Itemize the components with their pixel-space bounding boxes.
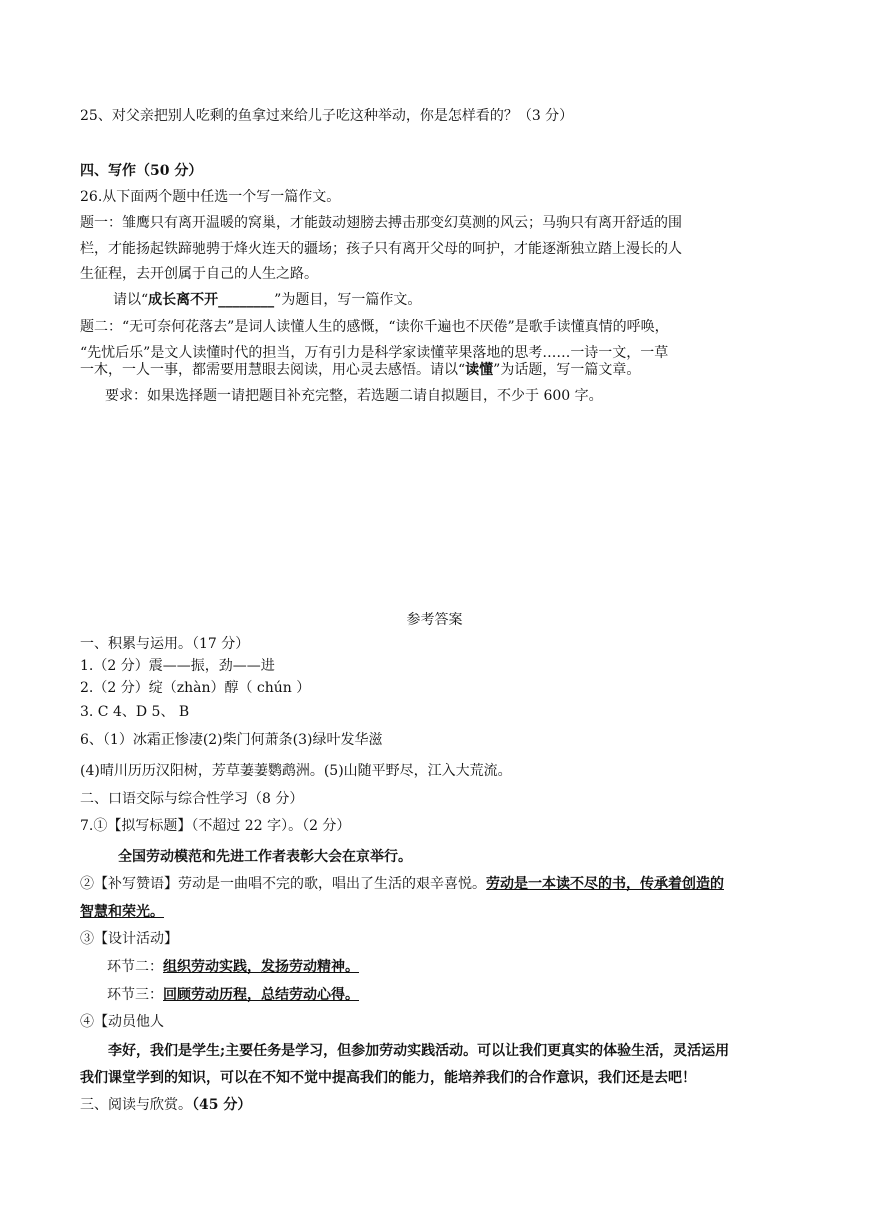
answer-7-2-line-2: 智慧和荣光。 xyxy=(80,904,164,920)
section-2-heading: 二、口语交际与综合性学习（8 分） xyxy=(80,791,304,807)
topic2-topic: 读懂 xyxy=(465,362,494,378)
section-3-heading xyxy=(80,1095,251,1115)
section-1-heading: 一、积累与运用。（17 分） xyxy=(80,636,250,652)
section-3-score: （45 分） xyxy=(192,1097,252,1113)
answer-7-4-line-2: 我们课堂学到的知识，可以在不知不觉中提高我们的能力，能培养我们的合作意识，我们还是去吧！ xyxy=(80,1070,696,1086)
answer-7-2-text-a: 劳动是一本读不尽的书，传承着创造的 xyxy=(486,876,724,892)
answer-7-1: 7.①【拟写标题】（不超过 22 字）。（2 分） xyxy=(80,818,351,834)
answer-1: 1.（2 分）震——振，劲——进 xyxy=(80,658,275,674)
topic2-line-1: 题二：“无可奈何花落去”是词人读懂人生的感慨，“读你千遍也不厌倦”是歌手读懂真情的呼唤， xyxy=(80,319,669,335)
answer-6-line-2: (4)晴川历历汉阳树，芳草萋萋鹦鹉洲。(5)山随平野尽，江入大荒流。 xyxy=(80,763,512,779)
writing-requirement: 要求：如果选择题一请把题目补充完整，若选题二请自拟题目，不少于 600 字。 xyxy=(105,388,603,404)
question-26: 26.从下面两个题中任选一个写一篇作文。 xyxy=(80,189,341,205)
answer-7-4: ④【动员他人 xyxy=(80,1014,164,1030)
topic2-line-3 xyxy=(80,360,640,380)
topic1-prompt-title: 成长离不开________ xyxy=(148,292,275,308)
topic1-line-3: 生征程，去开创属于自己的人生之路。 xyxy=(80,266,318,282)
answer-2: 2.（2 分）绽（zhàn）醇（ chún ） xyxy=(80,680,311,696)
link-2-text: 组织劳动实践，发扬劳动精神。 xyxy=(163,959,359,975)
topic2-line3-pre: 一木，一人一事，都需要用慧眼去阅读，用心灵去感悟。请以“ xyxy=(80,362,466,378)
topic1-line-2: 栏，才能扬起铁蹄驰骋于烽火连天的疆场；孩子只有离开父母的呵护，才能逐渐独立踏上漫长的人 xyxy=(80,241,682,257)
topic2-line3-post: ”为话题，写一篇文章。 xyxy=(493,362,641,378)
answer-6-line-1: 6、（1）冰霜正惨凄(2)柴门何萧条(3)绿叶发华滋 xyxy=(80,732,383,748)
answer-7-3: ③【设计活动】 xyxy=(80,931,178,947)
link-3-text: 回顾劳动历程，总结劳动心得。 xyxy=(163,987,359,1003)
answer-7-1-text: 全国劳动模范和先进工作者表彰大会在京举行。 xyxy=(118,849,412,865)
writing-heading: 四、写作（50 分） xyxy=(80,163,203,179)
section-3-label: 三、阅读与欣赏。 xyxy=(80,1097,192,1113)
link-3-label: 环节三： xyxy=(107,987,163,1003)
topic1-prompt-pre: 请以“ xyxy=(113,292,149,308)
answer-3-5: 3. C 4、D 5、 B xyxy=(80,704,190,720)
answer-7-4-line-1: 李好，我们是学生;主要任务是学习，但参加劳动实践活动。可以让我们更真实的体验生活，灵活运用 xyxy=(108,1043,730,1059)
link-2-label: 环节二： xyxy=(107,959,163,975)
question-25: 25、对父亲把别人吃剩的鱼拿过来给儿子吃这种举动，你是怎样看的？（3 分） xyxy=(80,108,574,124)
answers-title: 参考答案 xyxy=(406,612,463,628)
topic1-line-1: 题一：雏鹰只有离开温暖的窝巢，才能鼓动翅膀去搏击那变幻莫测的风云；马驹只有离开舒适的围 xyxy=(80,215,682,231)
topic1-prompt-post: ”为题目，写一篇作文。 xyxy=(274,292,422,308)
topic1-prompt xyxy=(113,290,421,310)
topic2-line-2: “先忧后乐”是文人读懂时代的担当，万有引力是科学家读懂苹果落地的思考……一诗一文，一草 xyxy=(80,345,669,361)
answer-7-3-link-2 xyxy=(107,957,359,977)
answer-7-2-prompt: ②【补写赞语】劳动是一曲唱不完的歌，唱出了生活的艰辛喜悦。 xyxy=(80,876,486,892)
answer-7-3-link-3 xyxy=(107,985,359,1005)
answer-7-2-line-1 xyxy=(80,874,724,894)
